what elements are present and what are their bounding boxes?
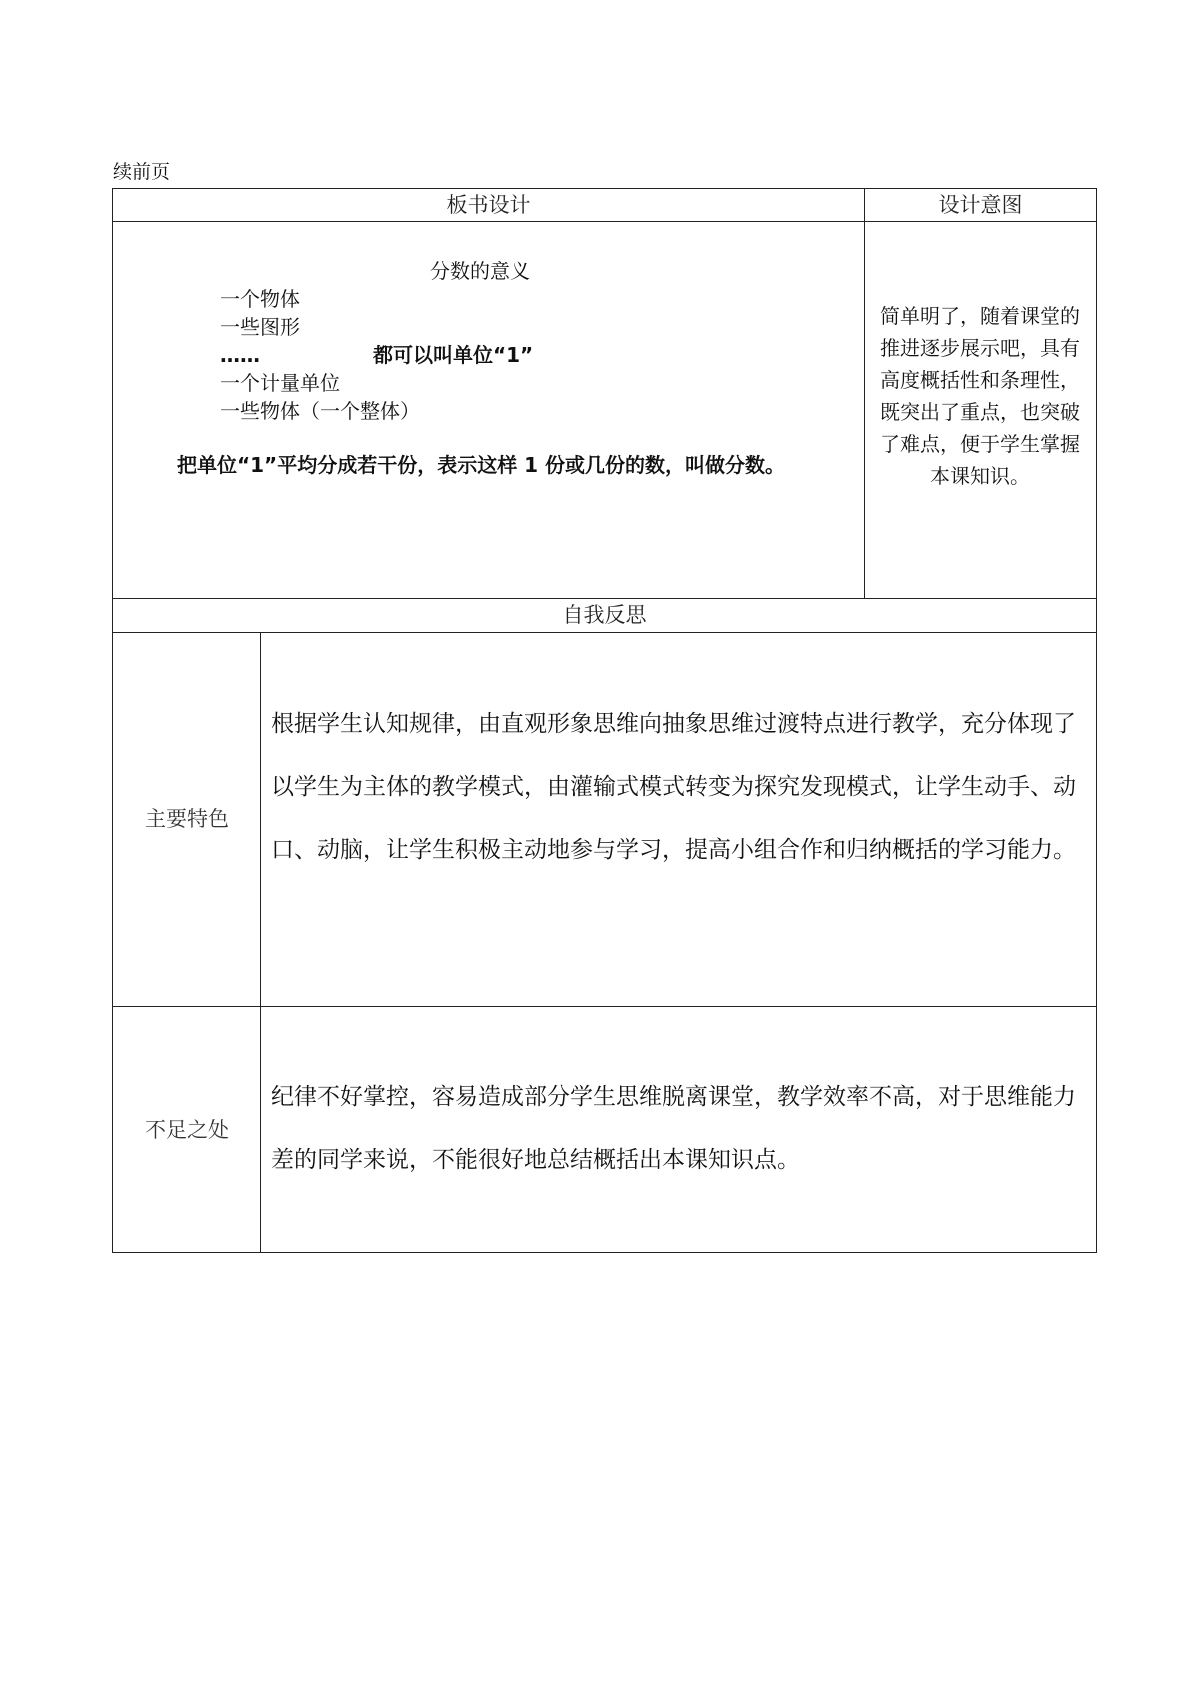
rule-board-intent-divider (864, 188, 865, 599)
shortcomings-text: 纪律不好掌控，容易造成部分学生思维脱离课堂，教学效率不高，对于思维能力差的同学来说，不能很好地总结概括出本课知识点。 (271, 1084, 1076, 1173)
rule-header-bottom (112, 221, 1097, 222)
board-item-ellipsis: …… (220, 343, 260, 367)
design-intent-header: 设计意图 (938, 193, 1023, 217)
features-label: 主要特色 (145, 807, 229, 831)
self-reflection-header: 自我反思 (562, 603, 647, 627)
board-item: 一些图形 (220, 315, 300, 339)
board-item: 一个物体 (220, 287, 300, 311)
shortcomings-label: 不足之处 (145, 1118, 229, 1142)
unit-statement: 都可以叫单位“1” (373, 343, 534, 367)
features-text: 根据学生认知规律，由直观形象思维向抽象思维过渡特点进行教学，充分体现了以学生为主体的教学模式，由灌输式模式转变为探究发现模式，让学生动手、动口、动脑，让学生积极主动地参与学习，提高小组合作和归纳概括的学习能力。 (271, 711, 1076, 863)
board-title: 分数的意义 (430, 259, 530, 283)
design-intent-text: 简单明了，随着课堂的推进逐步展示吧，具有高度概括性和条理性，既突出了重点，也突破了难点，便于学生掌握本课知识。 (880, 304, 1080, 488)
rule-label-column-divider (260, 632, 261, 1253)
rule-board-bottom (112, 598, 1097, 599)
board-item: 一个计量单位 (220, 371, 340, 395)
board-item: 一些物体（一个整体） (220, 399, 420, 423)
board-design-header: 板书设计 (446, 193, 531, 217)
fraction-definition: 把单位“1”平均分成若干份，表示这样 1 份或几份的数，叫做分数。 (177, 453, 786, 477)
continued-label: 续前页 (113, 161, 171, 183)
